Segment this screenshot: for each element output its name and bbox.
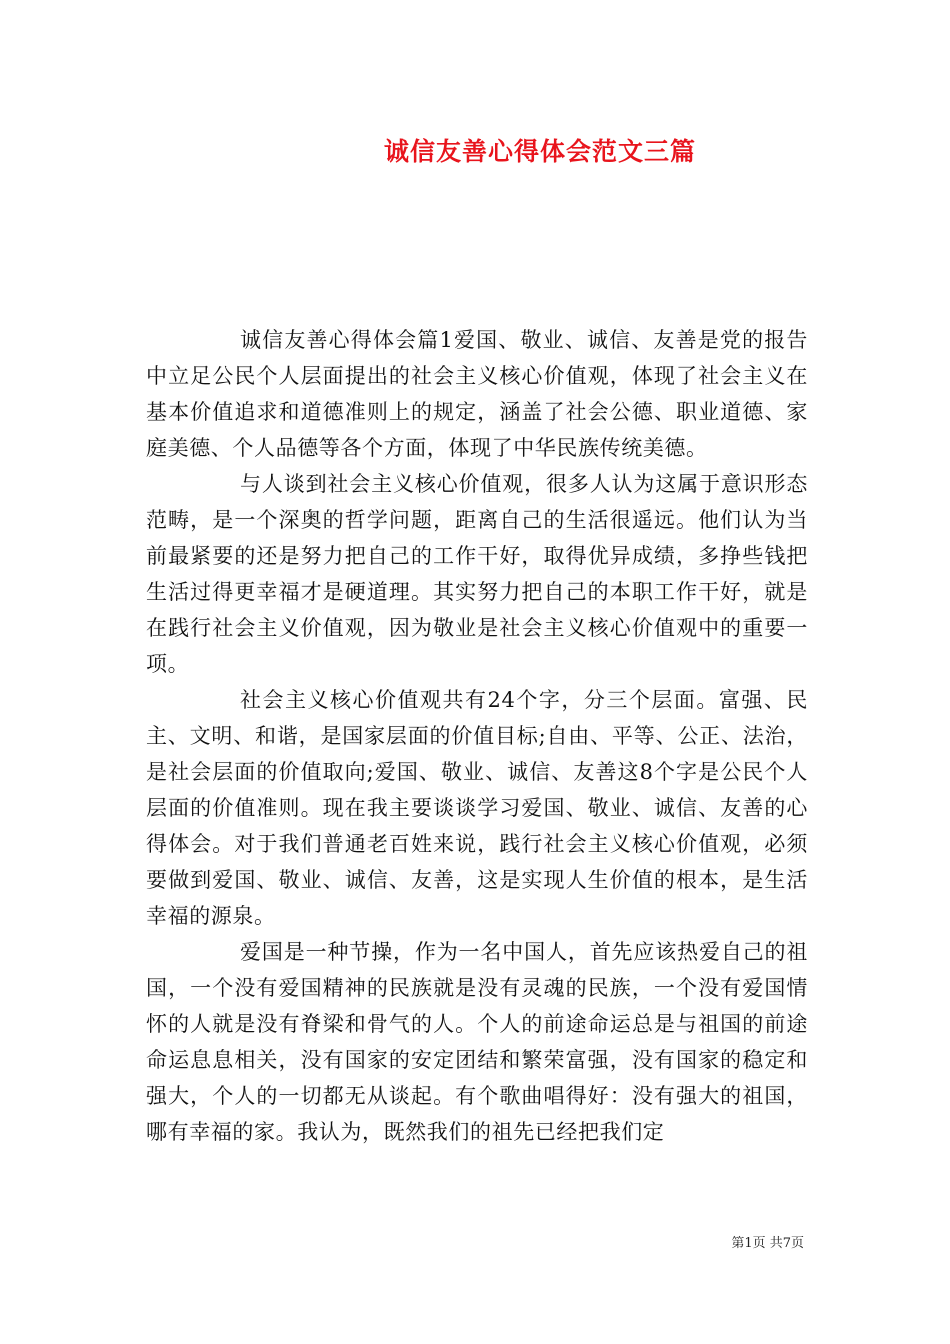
paragraph-4: 爱国是一种节操，作为一名中国人，首先应该热爱自己的祖国，一个没有爱国精神的民族就是没有灵魂的民族，一个没有爱国情怀的人就是没有脊梁和骨气的人。个人的前途命运总是与祖国的前途命运息息相关，没有国家的安定团结和繁荣富强，没有国家的稳定和强大，个人的一切都无从谈起。有个歌曲唱得好：没有强大的祖国，哪有幸福的家。我认为，既然我们的祖先已经把我们定 xyxy=(146,940,808,1144)
document-title: 诚信友善心得体会范文三篇 xyxy=(383,137,696,166)
page-number-footer: 第1页 共7页 xyxy=(731,1236,804,1251)
paragraph-2: 与人谈到社会主义核心价值观，很多人认为这属于意识形态范畴，是一个深奥的哲学问题，距离自己的生活很遥远。他们认为当前最紧要的还是努力把自己的工作干好，取得优异成绩，多挣些钱把生活过得更幸福才是硬道理。其实努力把自己的本职工作干好，就是在践行社会主义价值观，因为敬业是社会主义核心价值观中的重要一项。 xyxy=(146,472,808,676)
document-body xyxy=(146,322,808,1150)
paragraph-3: 社会主义核心价值观共有24个字，分三个层面。富强、民主、文明、和谐，是国家层面的价值目标;自由、平等、公正、法治，是社会层面的价值取向;爱国、敬业、诚信、友善这8个字是公民个人层面的价值准则。现在我主要谈谈学习爱国、敬业、诚信、友善的心得体会。对于我们普通老百姓来说，践行社会主义核心价值观，必须要做到爱国、敬业、诚信、友善，这是实现人生价值的根本，是生活幸福的源泉。 xyxy=(146,688,808,928)
paragraph-1: 诚信友善心得体会篇1爱国、敬业、诚信、友善是党的报告中立足公民个人层面提出的社会主义核心价值观，体现了社会主义在基本价值追求和道德准则上的规定，涵盖了社会公德、职业道德、家庭美德、个人品德等各个方面，体现了中华民族传统美德。 xyxy=(146,328,808,460)
